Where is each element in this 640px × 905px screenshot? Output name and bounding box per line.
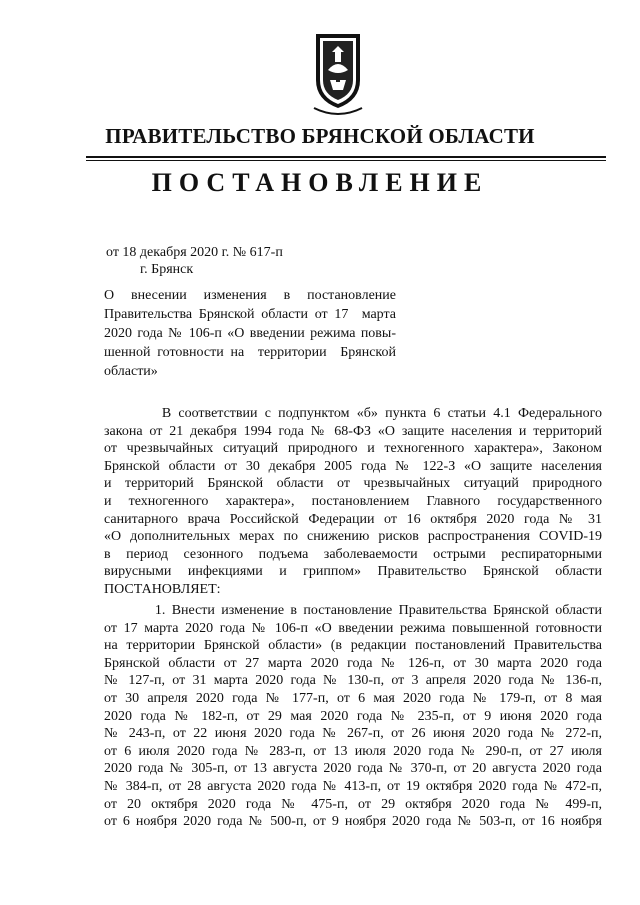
subject-line: шенной готовности на территории Брянской: [104, 345, 396, 360]
subject-line: области»: [104, 364, 158, 379]
preamble-line: от чрезвычайных ситуаций природного и техногенного характера», Законом: [104, 441, 602, 457]
preamble-line: вирусными инфекциями и гриппом» Правительство Брянской области: [104, 564, 602, 580]
item-line: № 243-п, от 22 июня 2020 года № 267-п, от 26 июня 2020 года № 272-п,: [104, 726, 602, 742]
preamble-line: Брянской области от 30 декабря 2005 года № 122-З «О защите населения: [104, 458, 602, 474]
item-line: 2020 года № 305-п, от 13 августа 2020 года № 370-п, от 20 августа 2020 года: [104, 761, 602, 777]
preamble-line: В соответствии с подпунктом «б» пункта 6 статьи 4.1 Федерального: [104, 406, 602, 421]
item-line: № 384-п, от 28 августа 2020 года № 413-п, от 19 октября 2020 года № 472-п,: [104, 778, 602, 794]
document-city: г. Брянск: [140, 262, 194, 277]
item-line: 1. Внести изменение в постановление Правительства Брянской области: [104, 603, 602, 618]
organization-name: ПРАВИТЕЛЬСТВО БРЯНСКОЙ ОБЛАСТИ: [105, 124, 535, 148]
item-line: № 127-п, от 31 марта 2020 года № 130-п, от 3 апреля 2020 года № 136-п,: [104, 673, 602, 689]
subject-line: 2020 года № 106-п «О введении режима повы-: [104, 326, 396, 341]
document-type-title: ПОСТАНОВЛЕНИЕ: [151, 168, 489, 197]
preamble-line: и территорий Брянской области от чрезвычайных ситуаций природного: [104, 476, 602, 492]
coat-of-arms-emblem: [310, 28, 366, 120]
item-line: Брянской области от 27 марта 2020 года № 126-п, от 30 марта 2020 года: [104, 655, 602, 671]
preamble-line: и техногенного характера», постановлением Главного государственного: [104, 493, 602, 509]
preamble-line: «О дополнительных мерах по снижению рисков распространения COVID-19: [104, 529, 602, 545]
document-date-number: от 18 декабря 2020 г. № 617-п: [106, 245, 283, 260]
item-line: от 6 ноября 2020 года № 500-п, от 9 ноября 2020 года № 503-п, от 16 ноября: [104, 814, 602, 830]
subject-line: Правительства Брянской области от 17 марта: [104, 307, 396, 322]
item-line: от 17 марта 2020 года № 106-п «О введении режима повышенной готовности: [104, 620, 602, 636]
preamble-line: в период сезонного подъема заболеваемости острыми респираторными: [104, 546, 602, 562]
item-line: от 6 июля 2020 года № 283-п, от 13 июля 2020 года № 290-п, от 27 июля: [104, 743, 602, 759]
item-1-paragraph: [104, 602, 602, 831]
header-rule-thin: [86, 160, 606, 161]
item-line: на территории Брянской области» (в редакции постановлений Правительства: [104, 638, 602, 654]
preamble-line: ПОСТАНОВЛЯЕТ:: [104, 581, 221, 597]
preamble-line: санитарного врача Российской Федерации от 16 октября 2020 года № 31: [104, 511, 602, 527]
subject-line: О внесении изменения в постановление: [104, 288, 396, 303]
item-line: от 20 октября 2020 года № 475-п, от 29 октября 2020 года № 499-п,: [104, 796, 602, 812]
preamble-line: закона от 21 декабря 1994 года № 68-ФЗ «О защите населения и территорий: [104, 423, 602, 439]
item-line: от 30 апреля 2020 года № 177-п, от 6 мая 2020 года № 179-п, от 8 мая: [104, 690, 602, 706]
preamble-paragraph: [104, 405, 602, 599]
document-subject: [104, 286, 396, 381]
item-line: 2020 года № 182-п, от 29 мая 2020 года № 235-п, от 9 июня 2020 года: [104, 708, 602, 724]
header-rule-thick: [86, 156, 606, 158]
